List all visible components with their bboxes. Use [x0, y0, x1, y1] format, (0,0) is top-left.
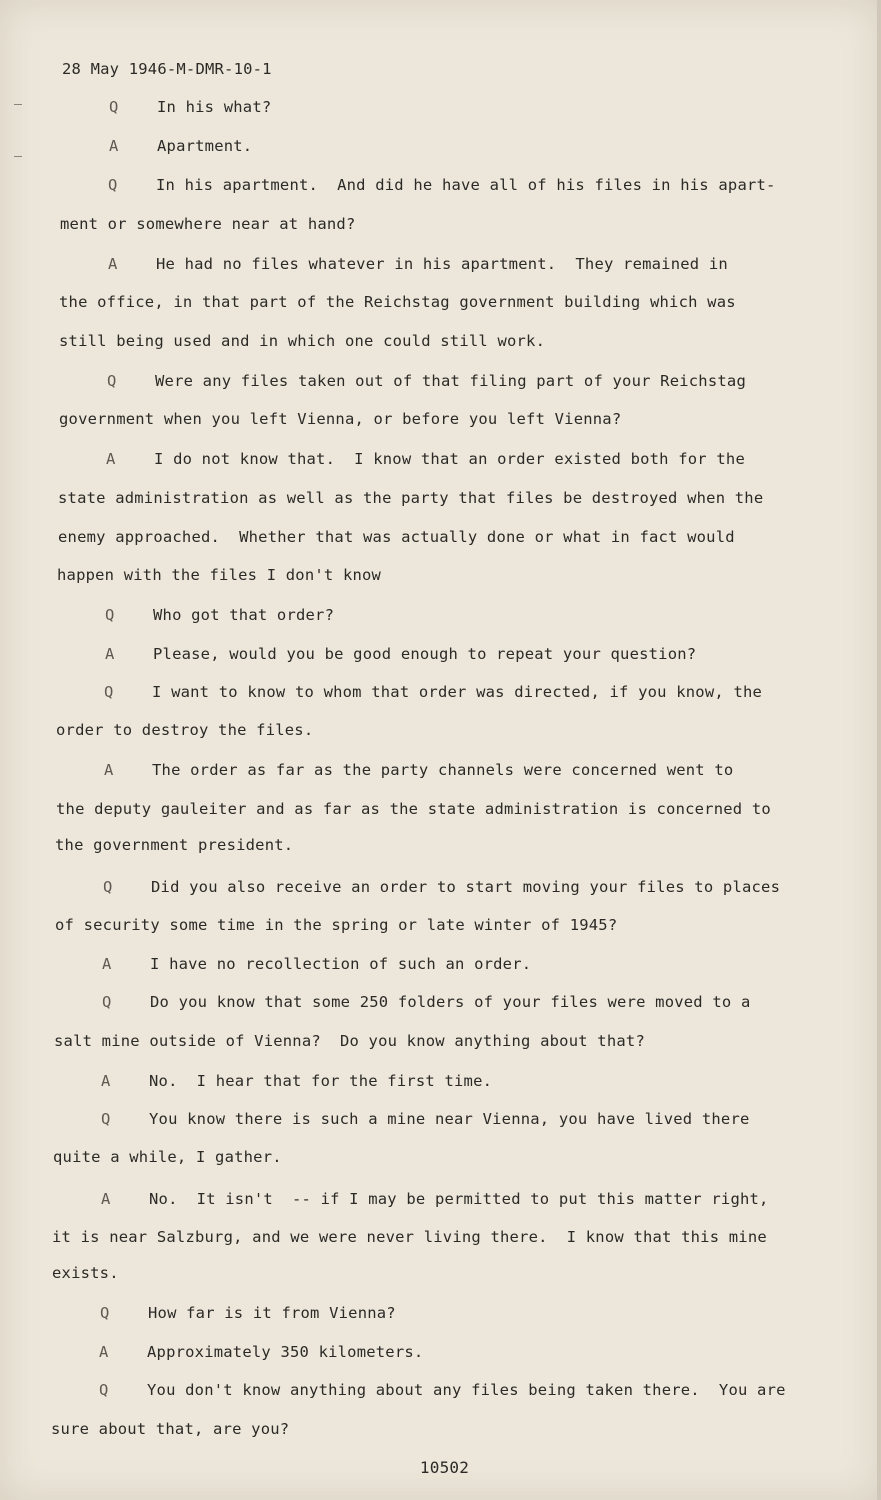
answer-line: Apartment.: [157, 137, 253, 155]
question-marker: Q: [104, 683, 114, 701]
answer-marker: A: [106, 450, 116, 468]
question-marker: Q: [109, 98, 119, 116]
question-line: ment or somewhere near at hand?: [60, 215, 356, 233]
document-reference: 28 May 1946-M-DMR-10-1: [62, 60, 272, 78]
question-line: You know there is such a mine near Vienna, you have lived there: [149, 1110, 750, 1128]
answer-marker: A: [102, 955, 112, 973]
answer-marker: A: [101, 1072, 111, 1090]
question-line: Were any files taken out of that filing part of your Reichstag: [155, 372, 746, 390]
answer-line: The order as far as the party channels were concerned went to: [152, 761, 734, 779]
answer-line: the office, in that part of the Reichstag government building which was: [59, 293, 736, 311]
page-edge: [877, 0, 881, 1500]
question-line: How far is it from Vienna?: [148, 1304, 396, 1322]
answer-marker: A: [108, 255, 118, 273]
answer-line: state administration as well as the party that files be destroyed when the: [58, 489, 764, 507]
answer-line: exists.: [52, 1264, 119, 1282]
answer-line: Approximately 350 kilometers.: [147, 1343, 424, 1361]
question-marker: Q: [105, 606, 115, 624]
answer-line: I do not know that. I know that an order existed both for the: [154, 450, 745, 468]
answer-marker: A: [105, 645, 115, 663]
answer-line: Please, would you be good enough to repeat your question?: [153, 645, 697, 663]
question-line: salt mine outside of Vienna? Do you know anything about that?: [54, 1032, 645, 1050]
question-line: Do you know that some 250 folders of your files were moved to a: [150, 993, 751, 1011]
answer-line: the deputy gauleiter and as far as the state administration is concerned to: [56, 800, 771, 818]
question-line: In his apartment. And did he have all of his files in his apart-: [156, 176, 776, 194]
answer-line: He had no files whatever in his apartment. They remained in: [156, 255, 728, 273]
question-line: government when you left Vienna, or before you left Vienna?: [59, 410, 622, 428]
question-line: I want to know to whom that order was directed, if you know, the: [152, 683, 763, 701]
question-marker: Q: [99, 1381, 109, 1399]
answer-marker: A: [104, 761, 114, 779]
answer-line: No. I hear that for the first time.: [149, 1072, 493, 1090]
question-line: Who got that order?: [153, 606, 335, 624]
question-line: of security some time in the spring or late winter of 1945?: [55, 916, 618, 934]
question-line: You don't know anything about any files being taken there. You are: [147, 1381, 786, 1399]
answer-marker: A: [99, 1343, 109, 1361]
question-marker: Q: [102, 993, 112, 1011]
question-marker: Q: [108, 176, 118, 194]
page-number: 10502: [419, 1458, 470, 1477]
question-line: order to destroy the files.: [56, 721, 314, 739]
answer-marker: A: [109, 137, 119, 155]
question-marker: Q: [100, 1304, 110, 1322]
question-line: In his what?: [157, 98, 272, 116]
question-marker: Q: [103, 878, 113, 896]
answer-line: I have no recollection of such an order.: [150, 955, 532, 973]
question-marker: Q: [101, 1110, 111, 1128]
answer-line: it is near Salzburg, and we were never living there. I know that this mine: [52, 1228, 767, 1246]
question-line: sure about that, are you?: [51, 1420, 290, 1438]
answer-line: still being used and in which one could still work.: [59, 332, 546, 350]
question-line: quite a while, I gather.: [53, 1148, 282, 1166]
answer-line: happen with the files I don't know: [57, 566, 382, 584]
question-line: Did you also receive an order to start moving your files to places: [151, 878, 781, 896]
answer-line: No. It isn't -- if I may be permitted to put this matter right,: [149, 1190, 769, 1208]
margin-mark: [14, 104, 22, 105]
answer-line: the government president.: [55, 836, 294, 854]
answer-line: enemy approached. Whether that was actually done or what in fact would: [58, 528, 735, 546]
question-marker: Q: [107, 372, 117, 390]
answer-marker: A: [101, 1190, 111, 1208]
margin-mark: [14, 156, 22, 157]
